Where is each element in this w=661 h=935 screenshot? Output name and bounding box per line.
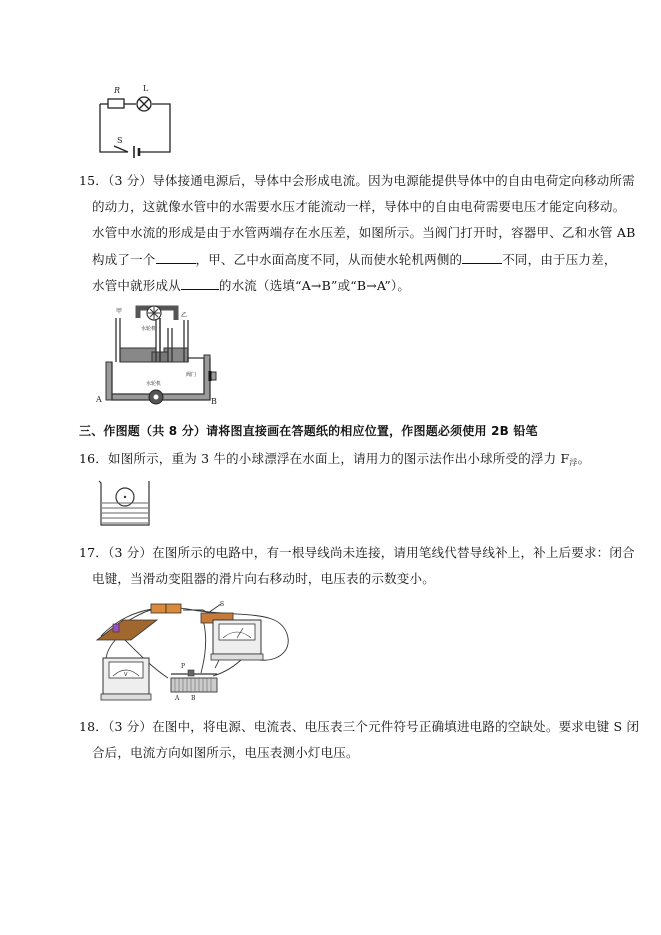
switch-label-s: S bbox=[220, 601, 225, 608]
container-yi-label: 乙 bbox=[181, 312, 188, 319]
answer-blank-2[interactable] bbox=[462, 251, 502, 264]
resistor-label: R bbox=[114, 86, 121, 95]
slider-p-label: P bbox=[181, 663, 186, 670]
pipe-end-b-label: B bbox=[211, 397, 217, 406]
container-jia-label: 甲 bbox=[116, 308, 123, 315]
q15-number: 15．（3 分） bbox=[79, 173, 153, 188]
lamp-label: L bbox=[143, 84, 149, 93]
valve-label: 阀门 bbox=[186, 372, 197, 378]
section-heading: 三、作图题（共 8 分）请将图直接画在答题纸的相应位置，作图题必须使用 2B 铅笔 bbox=[79, 424, 538, 438]
q17-line1: 17．（3 分）在图所示的电路中，有一根导线尚未连接，请用笔线代替导线补上，补上后要求：闭合 bbox=[79, 545, 635, 560]
water-pipe-diagram bbox=[96, 300, 226, 410]
q16-text: 16．如图所示，重为 3 牛的小球漂浮在水面上，请用力的图示法作出小球所受的浮力 $F_浮$。 bbox=[79, 451, 591, 467]
answer-blank-3[interactable] bbox=[181, 277, 219, 290]
terminal-a-label: A bbox=[175, 695, 180, 702]
terminal-b-label: B bbox=[191, 695, 196, 702]
q15-line3: 水管中水流的形成是由于水管两端存在水压差，如图所示。当阀门打开时，容器甲、乙和水管 AB bbox=[92, 225, 636, 240]
voltmeter-label: V bbox=[124, 672, 128, 678]
q15-line1: 15．（3 分）导体接通电源后，导体中会形成电流。因为电源能提供导体中的自由电荷定向移动所需 bbox=[79, 173, 635, 188]
q18-line1: 18．（3 分）在图中，将电源、电流表、电压表三个元件符号正确填进电路的空缺处。要求电键 S 闭 bbox=[79, 719, 640, 734]
answer-blank-1[interactable] bbox=[156, 251, 196, 264]
q18-line2: 合后，电流方向如图所示，电压表测小灯电压。 bbox=[92, 745, 359, 760]
switch-label: S bbox=[117, 136, 123, 145]
pipe-end-a-label: A bbox=[96, 395, 102, 404]
circuit-diagram-q14 bbox=[94, 82, 174, 157]
q15-line2: 的动力，这就像水管中的水需要水压才能流动一样，导体中的自由电荷需要电压才能定向移动。 bbox=[92, 199, 626, 214]
q15-line5: 水管中就形成从 的水流（选填“A→B”或“B→A”）。 bbox=[92, 278, 411, 293]
q17-line2: 电键，当滑动变阻器的滑片向右移动时，电压表的示数变小。 bbox=[92, 571, 435, 586]
turbine-label: 水轮机 bbox=[146, 381, 162, 387]
beaker-diagram bbox=[95, 477, 155, 529]
physical-circuit-diagram bbox=[93, 598, 293, 708]
q15-line4: 构成了一个 ，甲、乙中水面高度不同，从而使水轮机两侧的 不同，由于压力差， bbox=[92, 252, 617, 267]
turbine-top-label: 水轮机 bbox=[141, 326, 157, 332]
